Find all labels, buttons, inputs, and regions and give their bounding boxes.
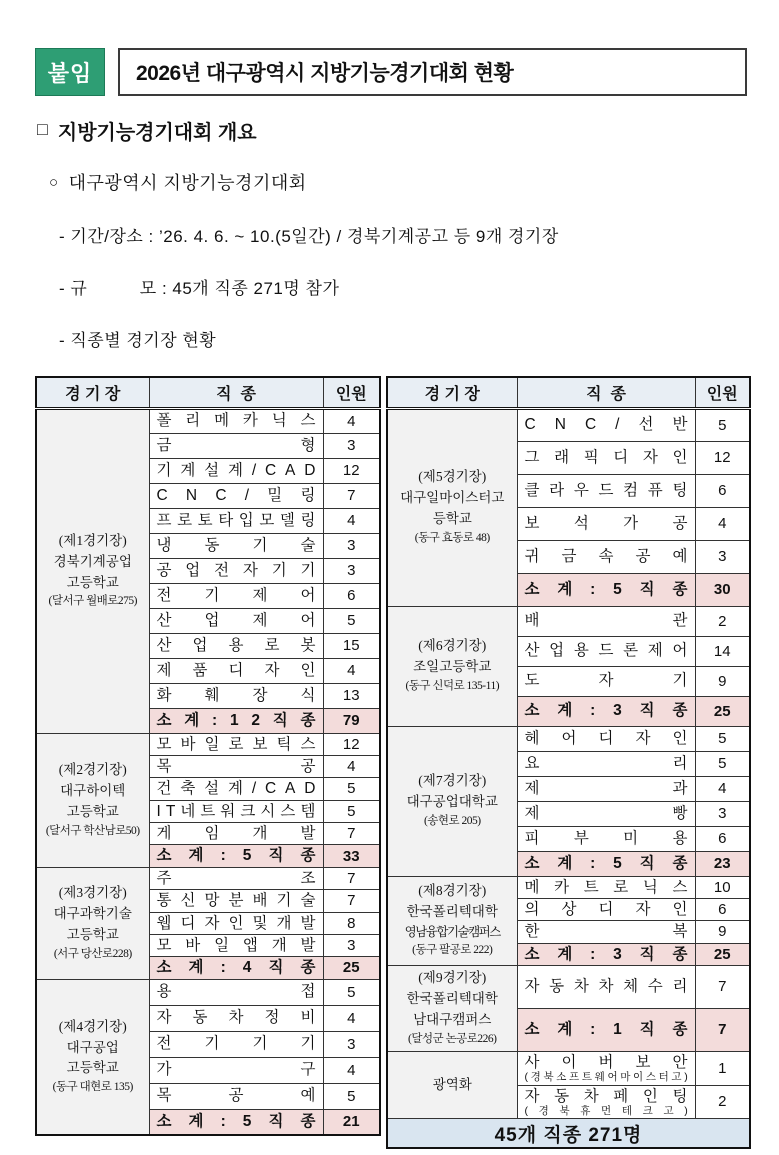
venue-cell: [36, 979, 149, 1135]
trade-cell: [149, 633, 323, 658]
distributed-text: 요 리: [524, 754, 688, 772]
distributed-text: 주 조: [156, 869, 316, 887]
venue-name-line: 한국폴리텍대학: [406, 990, 498, 1006]
count-cell: 5: [695, 408, 750, 441]
count-cell: 4: [323, 1005, 380, 1031]
trade-cell: [149, 608, 323, 633]
count-cell: 3: [323, 934, 380, 956]
count-cell: 8: [323, 912, 380, 934]
trade-cell: [149, 912, 323, 934]
subtotal-count-cell: 25: [695, 696, 750, 726]
count-cell: 6: [695, 474, 750, 507]
count-cell: 6: [695, 898, 750, 920]
trade-cell: [149, 683, 323, 708]
distributed-text: 제 품 디 자 인: [156, 661, 316, 679]
trade-cell: [149, 1057, 323, 1083]
subtotal-count-cell: 7: [695, 1008, 750, 1051]
count-cell: 5: [323, 1083, 380, 1109]
distributed-text: 건 축 설 계 / C A D: [156, 780, 316, 798]
table-header-row: [36, 377, 380, 408]
count-cell: 7: [323, 483, 380, 508]
distributed-text: 그 래 픽 디 자 인: [524, 448, 688, 466]
venue-name-line: 대구일마이스터고: [400, 490, 505, 506]
count-cell: 5: [323, 979, 380, 1005]
trade-cell: [517, 540, 695, 573]
square-bullet-icon: □: [37, 119, 48, 139]
count-cell: 4: [695, 776, 750, 801]
count-cell: 5: [695, 751, 750, 776]
count-cell: 7: [323, 823, 380, 845]
distributed-text: 용 접: [156, 983, 316, 1001]
distributed-text: 제 과: [524, 779, 688, 797]
distributed-text: 자 동 차 페 인 팅: [524, 1087, 688, 1105]
distributed-text: 소 계 : 5 직 종: [156, 1113, 316, 1131]
table-row: [36, 408, 380, 433]
trade-cell: [149, 890, 323, 912]
distributed-text: 소 계 : 3 직 종: [524, 702, 688, 720]
table-row: [387, 1051, 750, 1085]
distributed-text: 소 계 : 5 직 종: [524, 580, 688, 598]
count-cell: 9: [695, 666, 750, 696]
venue-address: (동구 효동로 48): [414, 531, 490, 544]
trade-cell: [517, 921, 695, 943]
trade-cell: [517, 876, 695, 898]
trade-cell: [149, 458, 323, 483]
venue-name-line: 대구과학기술: [53, 905, 132, 921]
count-cell: 3: [695, 801, 750, 826]
venue-name-line: 고등학교: [66, 1060, 119, 1076]
subtotal-label-cell: [149, 957, 323, 979]
venue-name-line: 경북기계공업: [53, 553, 132, 569]
overview-item-period: - 기간/장소 : ’26. 4. 6. ~ 10.(5일간) / 경북기계공고 등 9개 경기장: [59, 227, 559, 246]
venue-title: (제1경기장): [58, 532, 127, 548]
distributed-text: 소 계 : 1 2 직 종: [156, 711, 316, 729]
venue-address: (달서구 월배로275): [48, 595, 137, 608]
count-cell: 12: [323, 733, 380, 755]
distributed-text: 클 라 우 드 컴 퓨 팅: [524, 481, 688, 499]
trade-cell: [517, 636, 695, 666]
venue-address: (달서구 학산남로50): [45, 824, 140, 837]
circle-bullet-icon: ○: [49, 173, 59, 191]
table-header-row: [387, 377, 750, 408]
trade-cell: [517, 726, 695, 751]
col-header-count: 인원: [695, 377, 750, 408]
count-cell: 4: [323, 1057, 380, 1083]
distributed-text: 소 계 : 4 직 종: [156, 959, 316, 977]
distributed-text: 화 훼 장 식: [156, 686, 316, 704]
grand-total-row: [387, 1119, 750, 1148]
distributed-text: 의 상 디 자 인: [524, 900, 688, 918]
document-header: [35, 48, 747, 96]
venue-title: (제6경기장): [418, 638, 487, 654]
trade-cell: [149, 823, 323, 845]
count-cell: 4: [323, 508, 380, 533]
venue-title: (제9경기장): [418, 970, 487, 985]
trade-cell: [149, 408, 323, 433]
subtotal-label-cell: [517, 1008, 695, 1051]
venues-table-left: [35, 376, 381, 1136]
count-cell: 9: [695, 921, 750, 943]
count-cell: 5: [695, 726, 750, 751]
overview-item-venues: - 직종별 경기장 현황: [59, 331, 217, 350]
distributed-text: ( 경 북 휴 먼 테 크 고 ): [524, 1104, 688, 1117]
venue-address: (동구 신덕로 135-11): [405, 680, 500, 693]
distributed-text: I T 네 트 워 크 시 스 템: [156, 802, 316, 820]
trade-cell: [517, 666, 695, 696]
subtotal-count-cell: 30: [695, 573, 750, 606]
count-cell: 3: [323, 433, 380, 458]
count-cell: 2: [695, 1085, 750, 1119]
trade-cell: [149, 800, 323, 822]
venue-address: (동구 팔공로 222): [412, 944, 493, 957]
venue-title: (제3경기장): [58, 884, 127, 900]
distributed-text: 폴 리 메 카 닉 스: [156, 412, 316, 430]
venue-cell: [387, 966, 517, 1052]
venue-address: (달성군 논공로226): [408, 1032, 497, 1045]
trade-cell: [149, 733, 323, 755]
subtotal-label-cell: [517, 851, 695, 876]
table-row: [36, 867, 380, 889]
count-cell: 4: [695, 507, 750, 540]
venue-title: (제8경기장): [418, 883, 487, 899]
distributed-text: 전 기 제 어: [156, 586, 316, 604]
distributed-text: 메 카 트 로 닉 스: [524, 878, 688, 896]
trade-cell: [517, 826, 695, 851]
trade-cell: [517, 507, 695, 540]
venue-title: (제4경기장): [58, 1018, 127, 1034]
venue-name-line: 조일고등학교: [413, 659, 492, 675]
count-cell: 7: [695, 966, 750, 1009]
subtotal-count-cell: 79: [323, 708, 380, 733]
trade-cell: [149, 433, 323, 458]
trade-cell: [517, 1051, 695, 1085]
venue-title: (제2경기장): [58, 761, 127, 777]
table-row: [387, 606, 750, 636]
venue-name-line: 대구하이텍: [60, 782, 126, 798]
venue-cell: [387, 726, 517, 876]
distributed-text: 전 기 기 기: [156, 1035, 316, 1053]
distributed-text: 헤 어 디 자 인: [524, 729, 688, 747]
subtotal-count-cell: 33: [323, 845, 380, 867]
venues-table-right: [386, 376, 751, 1149]
section-heading: [37, 116, 747, 145]
venue-name-line: 영남융합기술캠퍼스: [404, 925, 500, 940]
col-header-venue: 경 기 장: [36, 377, 149, 408]
table-row: [387, 966, 750, 1009]
venue-name-line: 등학교: [432, 511, 472, 527]
distributed-text: 웹 디 자 인 및 개 발: [156, 914, 316, 932]
overview-item-scale: - 규 모 : 45개 직종 271명 참가: [59, 279, 340, 298]
distributed-text: 가 구: [156, 1061, 316, 1079]
venue-address: (송현로 205): [423, 815, 481, 828]
venue-name-line: 고등학교: [66, 926, 119, 942]
count-cell: 1: [695, 1051, 750, 1085]
trade-cell: [517, 776, 695, 801]
subtotal-count-cell: 25: [695, 943, 750, 965]
table-row: [387, 726, 750, 751]
count-cell: 4: [323, 658, 380, 683]
subtotal-count-cell: 23: [695, 851, 750, 876]
count-cell: 3: [323, 533, 380, 558]
distributed-text: 한 복: [524, 923, 688, 941]
count-cell: 3: [323, 558, 380, 583]
count-cell: 3: [695, 540, 750, 573]
count-cell: 6: [695, 826, 750, 851]
venue-cell: [36, 733, 149, 867]
col-header-count: 인원: [323, 377, 380, 408]
section-title: 지방기능경기대회 개요: [57, 122, 257, 144]
distributed-text: 산 업 용 드 론 제 어: [524, 642, 688, 660]
distributed-text: 게 임 개 발: [156, 825, 316, 842]
subtotal-label-cell: [517, 573, 695, 606]
trade-cell: [517, 441, 695, 474]
count-cell: 7: [323, 890, 380, 912]
venue-name-line: 남대구캠퍼스: [413, 1011, 492, 1027]
venue-name-line: 고등학교: [66, 803, 119, 819]
col-header-venue: 경 기 장: [387, 377, 517, 408]
trade-cell: [517, 751, 695, 776]
distributed-text: C N C / 선 반: [524, 416, 688, 434]
count-cell: 14: [695, 636, 750, 666]
subtotal-count-cell: 25: [323, 957, 380, 979]
distributed-text: 목 공 예: [156, 1087, 316, 1105]
subtotal-count-cell: 21: [323, 1109, 380, 1135]
trade-cell: [149, 558, 323, 583]
distributed-text: 산 업 제 어: [156, 611, 316, 629]
count-cell: 12: [695, 441, 750, 474]
distributed-text: 도 자 기: [524, 672, 688, 690]
col-header-trade: 직 종: [517, 377, 695, 408]
trade-cell: [517, 1085, 695, 1119]
trade-cell: [517, 898, 695, 920]
count-cell: 7: [323, 867, 380, 889]
venue-tables: [35, 376, 747, 1149]
count-cell: 12: [323, 458, 380, 483]
trade-cell: [149, 1083, 323, 1109]
trade-cell: [517, 474, 695, 507]
venue-address: (서구 당산로228): [53, 947, 132, 960]
distributed-text: 소 계 : 5 직 종: [156, 847, 316, 865]
trade-cell: [149, 533, 323, 558]
subtotal-label-cell: [517, 943, 695, 965]
attachment-badge: 붙임: [35, 48, 105, 96]
venue-cell: [36, 867, 149, 979]
distributed-text: 목 공: [156, 757, 316, 775]
table-row: [36, 979, 380, 1005]
count-cell: 4: [323, 408, 380, 433]
subtotal-label-cell: [149, 845, 323, 867]
distributed-text: 냉 동 기 술: [156, 536, 316, 554]
venue-cell: [387, 606, 517, 726]
venue-title: (제7경기장): [418, 773, 487, 789]
venue-name-line: 대구공업: [66, 1039, 119, 1055]
trade-cell: [149, 658, 323, 683]
distributed-text: ( 경 북 소 프 트 웨 어 마 이 스 터 고 ): [524, 1070, 688, 1083]
distributed-text: 모 바 일 로 보 틱 스: [156, 735, 316, 753]
table-row: [387, 408, 750, 441]
trade-cell: [517, 606, 695, 636]
table-row: [387, 876, 750, 898]
trade-cell: [149, 867, 323, 889]
distributed-text: C N C / 밀 링: [156, 486, 316, 504]
col-header-trade: 직 종: [149, 377, 323, 408]
subtotal-label-cell: [149, 1109, 323, 1135]
trade-cell: [149, 508, 323, 533]
trade-cell: [149, 934, 323, 956]
overview-subtitle: 대구광역시 지방기능경기대회: [68, 173, 307, 193]
distributed-text: 소 계 : 1 직 종: [524, 1020, 688, 1038]
count-cell: 5: [323, 800, 380, 822]
distributed-text: 제 빵: [524, 804, 688, 822]
distributed-text: 프 로 토 타 입 모 델 링: [156, 511, 316, 529]
count-cell: 6: [323, 583, 380, 608]
trade-cell: [149, 1031, 323, 1057]
trade-cell: [149, 778, 323, 800]
table-row: [36, 733, 380, 755]
distributed-text: 기 계 설 계 / C A D: [156, 461, 316, 479]
grand-total-cell: 45개 직종 271명: [387, 1119, 750, 1148]
page-title: 2026년 대구광역시 지방기능경기대회 현황: [118, 48, 747, 96]
venue-cell: [387, 876, 517, 966]
venue-cell: [387, 1051, 517, 1119]
distributed-text: 소 계 : 3 직 종: [524, 945, 688, 963]
trade-cell: [149, 583, 323, 608]
distributed-text: 공 업 전 자 기 기: [156, 561, 316, 579]
distributed-text: 금 형: [156, 436, 316, 454]
venue-cell: [36, 408, 149, 733]
trade-cell: [149, 1005, 323, 1031]
subtotal-label-cell: [149, 708, 323, 733]
count-cell: 10: [695, 876, 750, 898]
distributed-text: 통 신 망 분 배 기 술: [156, 892, 316, 910]
count-cell: 5: [323, 608, 380, 633]
venue-title: (제5경기장): [418, 469, 487, 485]
distributed-text: 배 관: [524, 612, 688, 630]
count-cell: 15: [323, 633, 380, 658]
trade-cell: [149, 979, 323, 1005]
distributed-text: 보 석 가 공: [524, 514, 688, 532]
distributed-text: 모 바 일 앱 개 발: [156, 936, 316, 954]
trade-cell: [517, 966, 695, 1009]
venue-address: (동구 대현로 135): [52, 1081, 133, 1094]
venue-cell: [387, 408, 517, 606]
count-cell: 13: [323, 683, 380, 708]
venue-name-line: 광역화: [432, 1076, 472, 1092]
distributed-text: 자 동 차 차 체 수 리: [524, 978, 688, 996]
venue-name-line: 고등학교: [66, 574, 119, 590]
distributed-text: 귀 금 속 공 예: [524, 547, 688, 565]
distributed-text: 피 부 미 용: [524, 829, 688, 847]
overview-subtitle-line: [49, 169, 747, 195]
trade-cell: [149, 755, 323, 777]
distributed-text: 자 동 차 정 비: [156, 1009, 316, 1027]
venue-name-line: 한국폴리텍대학: [406, 904, 498, 920]
subtotal-label-cell: [517, 696, 695, 726]
distributed-text: 사 이 버 보 안: [524, 1053, 688, 1071]
count-cell: 2: [695, 606, 750, 636]
trade-cell: [149, 483, 323, 508]
distributed-text: 산 업 용 로 봇: [156, 636, 316, 654]
trade-cell: [517, 801, 695, 826]
trade-cell: [517, 408, 695, 441]
distributed-text: 소 계 : 5 직 종: [524, 854, 688, 872]
count-cell: 4: [323, 755, 380, 777]
count-cell: 3: [323, 1031, 380, 1057]
count-cell: 5: [323, 778, 380, 800]
venue-name-line: 대구공업대학교: [406, 794, 498, 810]
